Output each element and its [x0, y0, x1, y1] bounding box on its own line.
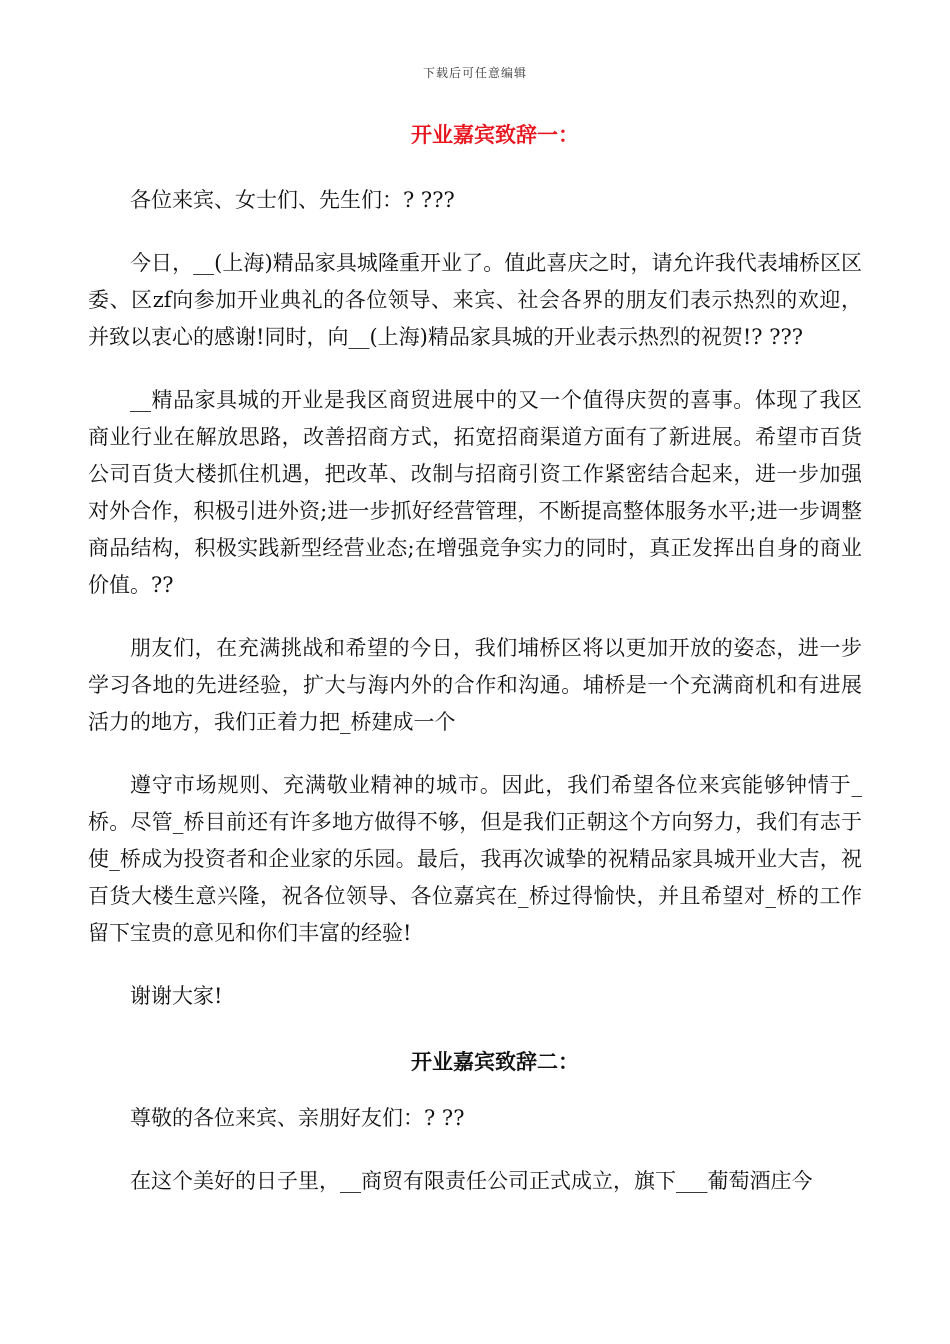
- section1-paragraph-3: 朋友们，在充满挑战和希望的今日，我们埔桥区将以更加开放的姿态，进一步学习各地的先进经验，扩大与海内外的合作和沟通。埔桥是一个充满商机和有进展活力的地方，我们正着力把_桥建成一个: [88, 635, 862, 734]
- section2-paragraph-1: 在这个美好的日子里，__商贸有限责任公司正式成立，旗下___葡萄酒庄今: [130, 1169, 813, 1194]
- section1-paragraph-1: 今日，__(上海)精品家具城隆重开业了。值此喜庆之时，请允许我代表埔桥区区委、区zf向参加开业典礼的各位领导、来宾、社会各界的朋友们表示热烈的欢迎，并致以衷心的感谢!同时，向__(上海)精品家具城的开业表示热烈的祝贺!? ???: [88, 250, 862, 349]
- section1-closing: 谢谢大家!: [130, 983, 223, 1008]
- section2-title: 开业嘉宾致辞二：: [411, 1048, 579, 1074]
- section1-paragraph-4: 遵守市场规则、充满敬业精神的城市。因此，我们希望各位来宾能够钟情于_桥。尽管_桥目前还有许多地方做得不够，但是我们正朝这个方向努力，我们有志于使_桥成为投资者和企业家的乐园。最后，我再次诚挚的祝精品家具城开业大吉，祝百货大楼生意兴隆，祝各位领导、各位嘉宾在_桥过得愉快，并且希望对_桥的工作留下宝贵的意见和你们丰富的经验!: [88, 772, 862, 945]
- section1-title: 开业嘉宾致辞一：: [411, 122, 579, 147]
- document-body: [88, 118, 862, 1226]
- section1-paragraph-2: __精品家具城的开业是我区商贸进展中的又一个值得庆贺的喜事。体现了我区商业行业在解放思路，改善招商方式，拓宽招商渠道方面有了新进展。希望市百货公司百货大楼抓住机遇，把改革、改制与招商引资工作紧密结合起来，进一步加强对外合作，积极引进外资;进一步抓好经营管理，不断提高整体服务水平;进一步调整商品结构，积极实践新型经营业态;在增强竞争实力的同时，真正发挥出自身的商业价值。??: [88, 387, 862, 597]
- section1-greeting: 各位来宾、女士们、先生们：? ???: [130, 187, 455, 212]
- section2-greeting: 尊敬的各位来宾、亲朋好友们：? ??: [130, 1106, 465, 1131]
- header-note: 下载后可任意编辑: [422, 66, 527, 80]
